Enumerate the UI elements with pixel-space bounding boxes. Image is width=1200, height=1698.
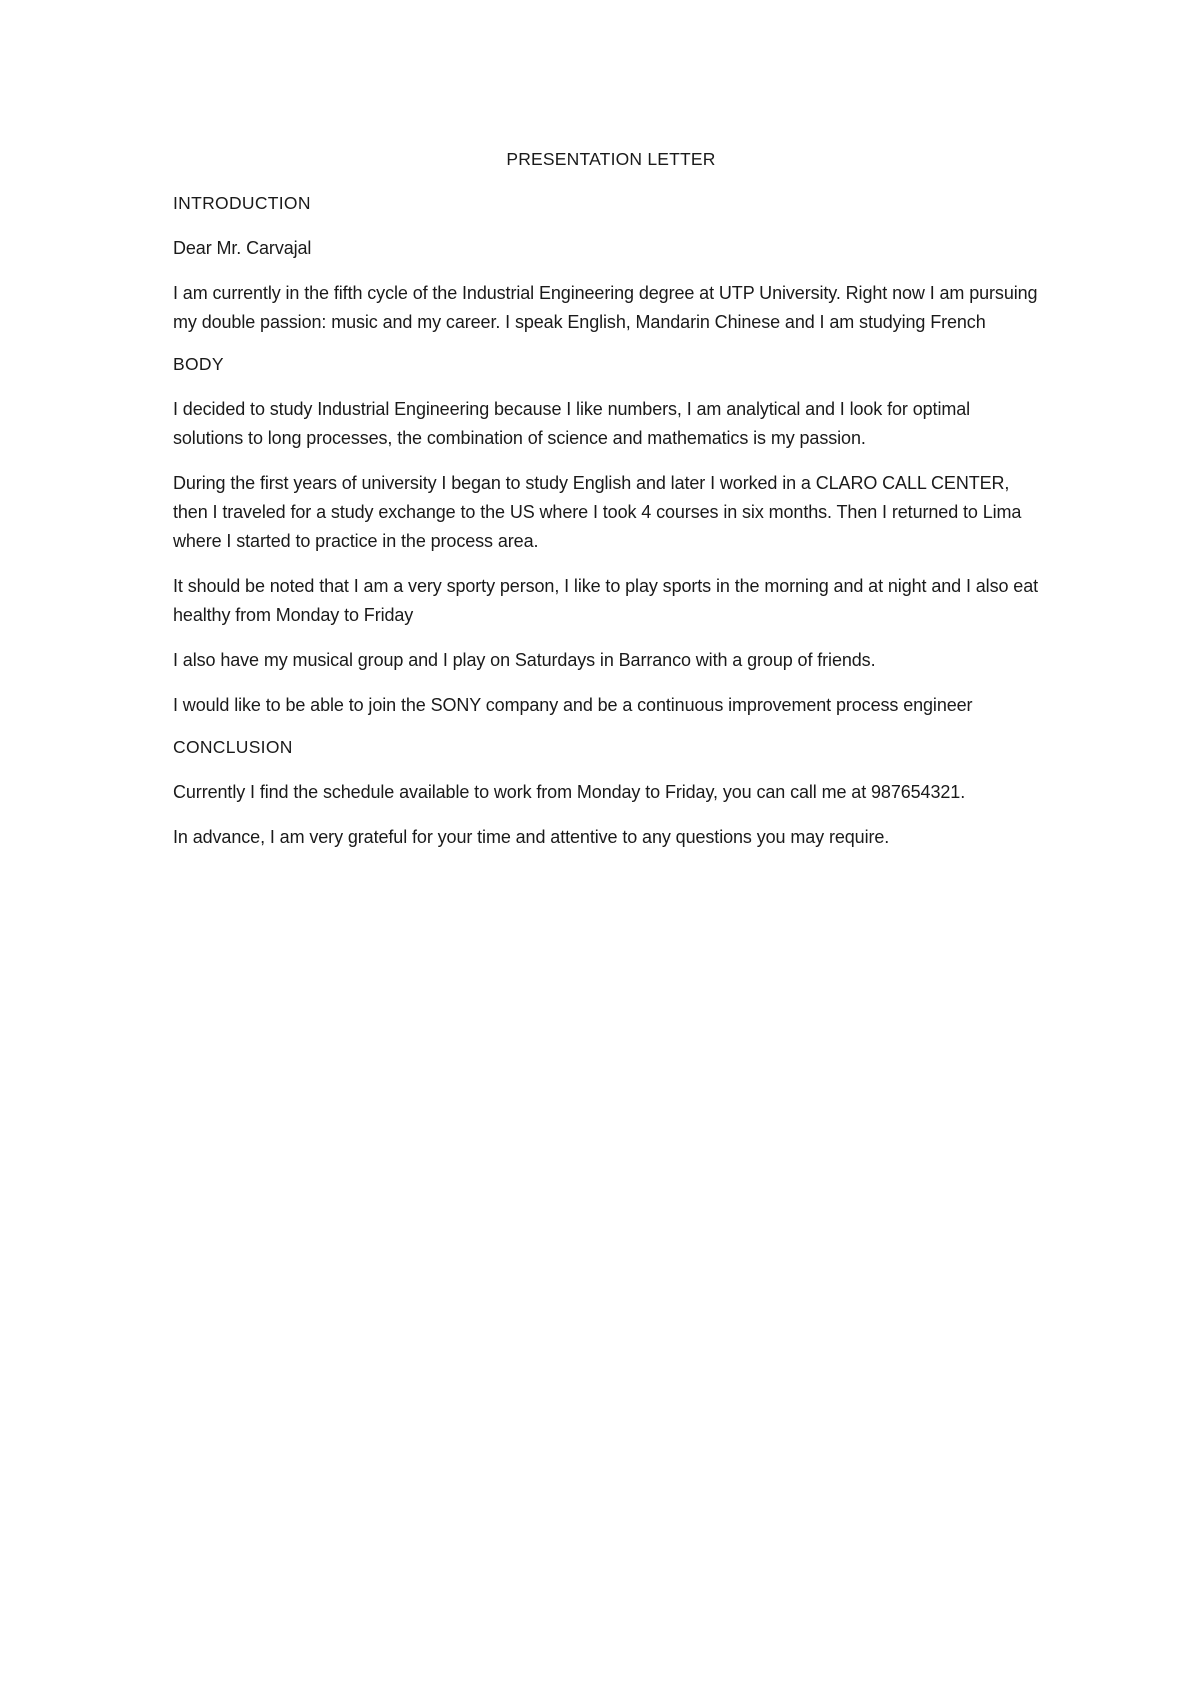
intro-paragraph: I am currently in the fifth cycle of the Industrial Engineering degree at UTP University. Right now I am pursuing my double passion: music and my career. I speak English, Mandarin Chinese and I am studying French [173, 283, 1038, 332]
body-paragraph-2: During the first years of university I began to study English and later I worked in a CLARO CALL CENTER, then I traveled for a study exchange to the US where I took 4 courses in six months. Then I returned to Lima where I started to practice in the process area. [173, 473, 1022, 551]
introduction-heading: INTRODUCTION [173, 193, 311, 213]
conclusion-paragraph-1: Currently I find the schedule available to work from Monday to Friday, you can call me at 987654321. [173, 782, 966, 802]
body-heading: BODY [173, 354, 224, 374]
salutation: Dear Mr. Carvajal [173, 238, 312, 258]
body-paragraph-1: I decided to study Industrial Engineering because I like numbers, I am analytical and I look for optimal solutions to long processes, the combination of science and mathematics is my passion. [173, 399, 971, 448]
letter-title: PRESENTATION LETTER [506, 149, 716, 169]
letter-content [173, 148, 1041, 868]
body-paragraph-3: It should be noted that I am a very sporty person, I like to play sports in the morning and at night and I also eat healthy from Monday to Friday [173, 576, 1039, 625]
conclusion-heading: CONCLUSION [173, 737, 293, 757]
body-paragraph-4: I also have my musical group and I play on Saturdays in Barranco with a group of friends. [173, 650, 876, 670]
conclusion-paragraph-2: In advance, I am very grateful for your time and attentive to any questions you may require. [173, 827, 890, 847]
body-paragraph-5: I would like to be able to join the SONY company and be a continuous improvement process engineer [173, 695, 973, 715]
